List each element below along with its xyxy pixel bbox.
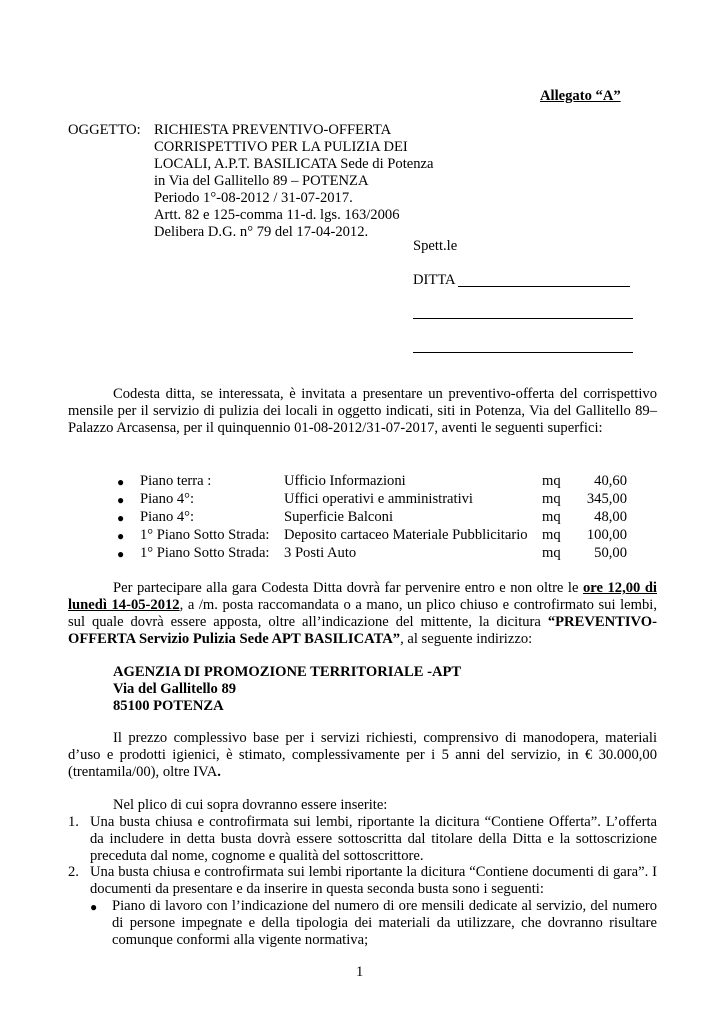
address-line: Via del Gallitello 89 — [113, 681, 237, 697]
price-text: Il prezzo complessivo base per i servizi richiesti, comprensivo di manodopera, materiali d’uso e prodotti igienici, è stimato, complessivamente per i 5 anni del servizio, in € 30.000,00 (trentamila/00), oltre IVA — [68, 730, 657, 780]
oggetto-line: Periodo 1°-08-2012 / 31-07-2017. — [154, 190, 353, 206]
item-number: 1. — [68, 814, 79, 830]
plico-item: Una busta chiusa e controfirmata sui lembi riportante la dicitura “Contiene documenti di gara”. I documenti da presentare e da inserire in questa seconda busta sono i seguenti: — [90, 864, 657, 897]
ditta-blank-line — [458, 286, 630, 287]
oggetto-line: Artt. 82 e 125-comma 11-d. lgs. 163/2006 — [154, 207, 400, 223]
address-blank-line — [413, 352, 633, 353]
surface-floor: Piano 4°: — [140, 509, 195, 525]
bullet-icon: ● — [117, 547, 125, 561]
surface-unit: mq — [542, 491, 561, 507]
plico-item: Una busta chiusa e controfirmata sui lembi, riportante la dicitura “Contiene Offerta”. L’offerta da includere in detta busta dovrà essere sottoscritta dal titolare della Ditta e la sottoscrizione preceduta dal nome, cognome e qualità del sottoscrittore. — [90, 814, 657, 864]
price-end: . — [217, 764, 221, 780]
surface-desc: Deposito cartaceo Materiale Pubblicitario — [284, 527, 528, 543]
surface-floor: Piano terra : — [140, 473, 212, 489]
bullet-icon: ● — [117, 475, 125, 489]
participation-text: , al seguente indirizzo: — [400, 631, 533, 647]
oggetto-line: RICHIESTA PREVENTIVO-OFFERTA — [154, 122, 392, 138]
surface-unit: mq — [542, 527, 561, 543]
allegato-heading: Allegato “A” — [540, 88, 621, 104]
address-line: AGENZIA DI PROMOZIONE TERRITORIALE -APT — [113, 664, 462, 680]
oggetto-line: LOCALI, A.P.T. BASILICATA Sede di Potenza — [154, 156, 434, 172]
oggetto-line: CORRISPETTIVO PER LA PULIZIA DEI — [154, 139, 408, 155]
bullet-icon: ● — [90, 900, 98, 914]
surface-value: 50,00 — [594, 545, 627, 561]
plico-subitem: Piano di lavoro con l’indicazione del numero di ore mensili dedicate al servizio, del numero di persone impegnate e della tipologia dei materiali da utilizzare, che dovranno risultare comunque conformi alla vigente normativa; — [112, 898, 657, 948]
oggetto-label: OGGETTO: — [68, 122, 141, 138]
oggetto-line: in Via del Gallitello 89 – POTENZA — [154, 173, 369, 189]
bullet-icon: ● — [117, 511, 125, 525]
surface-desc: Superficie Balconi — [284, 509, 394, 525]
spett-label: Spett.le — [413, 238, 458, 254]
ditta-label: DITTA — [413, 272, 456, 288]
surface-floor: 1° Piano Sotto Strada: — [140, 527, 270, 543]
address-block — [113, 664, 461, 715]
surface-unit: mq — [542, 473, 561, 489]
intro-paragraph: Codesta ditta, se interessata, è invitata a presentare un preventivo-offerta del corrispettivo mensile per il servizio di pulizia dei locali in oggetto indicati, siti in Potenza, Via del Gallitello 89– Palazzo Arcasensa, per il quinquennio 01-08-2012/31-07-2017, aventi le seguenti superfici: — [68, 386, 657, 436]
surface-desc: Uffici operativi e amministrativi — [284, 491, 473, 507]
oggetto-line: Delibera D.G. n° 79 del 17-04-2012. — [154, 224, 369, 240]
item-number: 2. — [68, 864, 79, 880]
page-number: 1 — [356, 964, 364, 980]
oggetto-body — [154, 122, 433, 241]
surface-value: 100,00 — [586, 527, 627, 543]
surface-floor: 1° Piano Sotto Strada: — [140, 545, 270, 561]
surface-value: 48,00 — [594, 509, 627, 525]
envelope-label: “PREVENTIVO-OFFERTA Servizio Pulizia Sede APT BASILICATA” — [68, 614, 657, 647]
surface-unit: mq — [542, 545, 561, 561]
participation-paragraph — [68, 580, 657, 648]
plico-intro: Nel plico di cui sopra dovranno essere inserite: — [113, 797, 388, 813]
surface-floor: Piano 4°: — [140, 491, 195, 507]
surface-desc: 3 Posti Auto — [284, 545, 357, 561]
deadline-date: lunedì 14-05-2012 — [68, 597, 180, 613]
address-blank-line — [413, 318, 633, 319]
surface-value: 345,00 — [586, 491, 627, 507]
surface-unit: mq — [542, 509, 561, 525]
deadline-time: ore 12,00 di — [582, 580, 657, 596]
price-paragraph — [68, 730, 657, 781]
surface-desc: Ufficio Informazioni — [284, 473, 406, 489]
participation-text: Per partecipare alla gara Codesta Ditta dovrà far pervenire entro e non oltre le — [113, 580, 583, 596]
bullet-icon: ● — [117, 493, 125, 507]
participation-text: , a /m. posta raccomandata o a mano, un plico chiuso e controfirmato sui lembi, sul quale dovrà essere apposta, oltre all’indicazione del mittente, la dicitura — [68, 597, 657, 630]
address-line: 85100 POTENZA — [113, 698, 224, 714]
bullet-icon: ● — [117, 529, 125, 543]
surface-value: 40,60 — [594, 473, 627, 489]
